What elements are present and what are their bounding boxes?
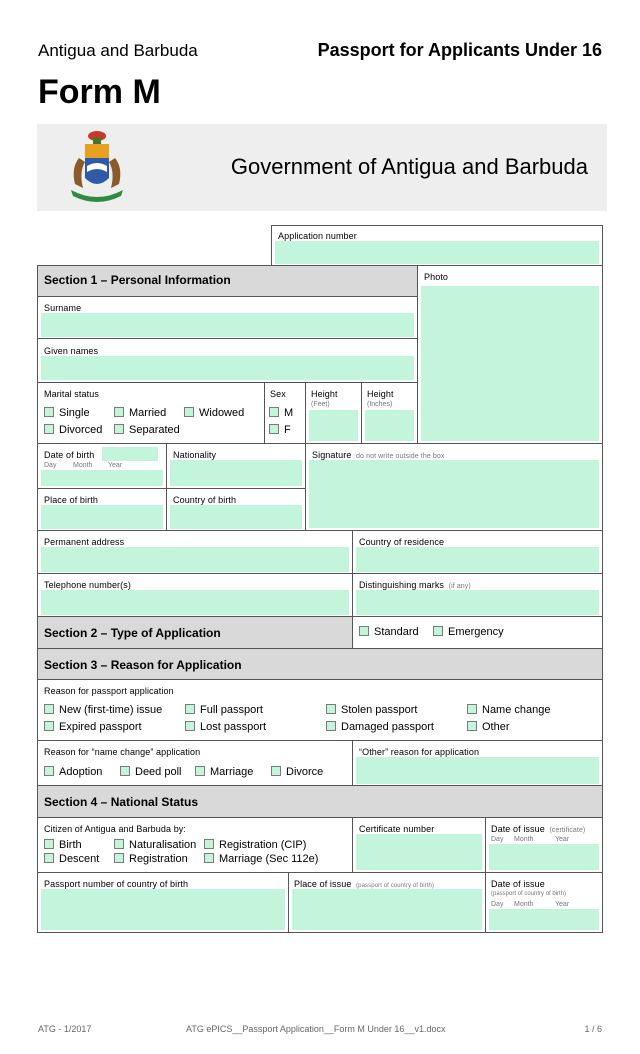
marital-married-checkbox[interactable]: Married bbox=[114, 407, 166, 419]
passport-month-hint: Month bbox=[514, 901, 534, 908]
height-feet-unit: (Feet) bbox=[311, 401, 330, 408]
dob-year-hint: Year bbox=[108, 462, 123, 469]
document-title: Passport for Applicants Under 16 bbox=[317, 40, 602, 60]
certificate-number-box bbox=[352, 817, 486, 873]
citizen-marriage-checkbox[interactable]: Marriage (Sec 112e) bbox=[204, 853, 318, 865]
government-title: Government of Antigua and Barbuda bbox=[230, 154, 588, 179]
form-name: Form M bbox=[38, 73, 161, 111]
date-of-birth-field[interactable] bbox=[41, 470, 163, 486]
distinguishing-marks-title: Distinguishing marks bbox=[359, 580, 445, 590]
country-of-birth-label: Country of birth bbox=[173, 495, 237, 505]
citizen-birth-checkbox[interactable]: Birth bbox=[44, 839, 82, 851]
name-change-marriage-checkbox[interactable]: Marriage bbox=[195, 766, 253, 778]
name-change-deedpoll-checkbox[interactable]: Deed poll bbox=[120, 766, 181, 778]
nationality-field[interactable] bbox=[170, 460, 302, 486]
sex-m-checkbox[interactable]: M bbox=[269, 407, 293, 419]
footer-center: ATG ePICS__Passport Application__Form M Under 16__v1.docx bbox=[186, 1024, 446, 1034]
sex-label: Sex bbox=[270, 389, 286, 399]
government-banner bbox=[37, 124, 607, 211]
place-of-birth-label: Place of birth bbox=[44, 495, 98, 505]
type-standard-checkbox[interactable]: Standard bbox=[359, 626, 419, 638]
signature-note: do not write outside the box bbox=[356, 453, 445, 460]
place-of-birth-field[interactable] bbox=[41, 505, 163, 529]
dob-day-hint: Day bbox=[44, 462, 57, 469]
marital-divorced-checkbox[interactable]: Divorced bbox=[44, 424, 102, 436]
permanent-address-field[interactable] bbox=[41, 547, 349, 572]
reason-other-checkbox[interactable]: Other bbox=[467, 721, 510, 733]
date-of-birth-box bbox=[37, 443, 167, 489]
certificate-day-hint: Day bbox=[491, 836, 504, 843]
name-change-box bbox=[37, 740, 353, 786]
signature-box bbox=[305, 443, 603, 531]
citizen-registration-checkbox[interactable]: Registration bbox=[114, 853, 188, 865]
country-of-residence-box bbox=[352, 530, 603, 574]
permanent-address-label: Permanent address bbox=[44, 537, 125, 547]
country-of-birth-box bbox=[166, 488, 306, 531]
place-of-issue-label bbox=[294, 879, 434, 889]
nationality-box bbox=[166, 443, 306, 489]
passport-number-field[interactable] bbox=[41, 889, 285, 930]
distinguishing-marks-note: (if any) bbox=[448, 583, 471, 590]
country-of-residence-field[interactable] bbox=[356, 547, 599, 572]
photo-field[interactable] bbox=[421, 286, 599, 441]
application-number-label: Application number bbox=[278, 231, 357, 241]
certificate-number-field[interactable] bbox=[356, 834, 482, 870]
other-reason-box bbox=[352, 740, 603, 786]
distinguishing-marks-field[interactable] bbox=[356, 590, 599, 615]
dob-month-hint: Month bbox=[73, 462, 93, 469]
section2-header bbox=[37, 616, 353, 649]
marital-status-label: Marital status bbox=[44, 389, 99, 399]
reason-stolen-checkbox[interactable]: Stolen passport bbox=[326, 704, 417, 716]
certificate-date-note: (certificate) bbox=[549, 827, 586, 834]
name-change-adoption-checkbox[interactable]: Adoption bbox=[44, 766, 102, 778]
passport-date-label: Date of issue bbox=[491, 879, 545, 889]
signature-title: Signature bbox=[312, 450, 352, 460]
application-number-field[interactable] bbox=[275, 241, 599, 264]
distinguishing-marks-label bbox=[359, 580, 471, 590]
passport-number-box bbox=[37, 872, 289, 933]
name-change-label: Reason for “name change” application bbox=[44, 747, 201, 757]
sex-box bbox=[264, 382, 306, 444]
passport-day-hint: Day bbox=[491, 901, 504, 908]
surname-box bbox=[37, 296, 418, 339]
citizen-label: Citizen of Antigua and Barbuda by: bbox=[44, 824, 186, 834]
date-of-birth-label: Date of birth bbox=[44, 450, 95, 460]
application-number-box bbox=[271, 225, 603, 266]
date-of-birth-label-field[interactable] bbox=[102, 447, 158, 461]
place-of-issue-field[interactable] bbox=[292, 889, 482, 930]
other-reason-label: “Other” reason for application bbox=[359, 747, 480, 757]
reason-damaged-checkbox[interactable]: Damaged passport bbox=[326, 721, 434, 733]
height-inches-unit: (Inches) bbox=[367, 401, 393, 408]
passport-date-field[interactable] bbox=[489, 909, 599, 930]
marital-single-checkbox[interactable]: Single bbox=[44, 407, 90, 419]
height-inches-box bbox=[361, 382, 418, 444]
section1-header bbox=[37, 265, 418, 297]
marital-widowed-checkbox[interactable]: Widowed bbox=[184, 407, 244, 419]
passport-year-hint: Year bbox=[555, 901, 570, 908]
section3-header bbox=[37, 648, 603, 680]
place-of-issue-box bbox=[288, 872, 486, 933]
reason-full-checkbox[interactable]: Full passport bbox=[185, 704, 263, 716]
reason-box bbox=[37, 679, 603, 741]
given-names-box bbox=[37, 338, 418, 383]
height-inches-label: Height bbox=[367, 389, 394, 399]
citizen-naturalisation-checkbox[interactable]: Naturalisation bbox=[114, 839, 196, 851]
citizen-descent-checkbox[interactable]: Descent bbox=[44, 853, 99, 865]
signature-label bbox=[312, 450, 444, 460]
given-names-label: Given names bbox=[44, 346, 99, 356]
place-of-issue-note: (passport of country of birth) bbox=[356, 883, 435, 889]
nationality-label: Nationality bbox=[173, 450, 217, 460]
citizen-registration-cip-checkbox[interactable]: Registration (CIP) bbox=[204, 839, 306, 851]
citizen-box bbox=[37, 817, 353, 873]
certificate-date-title: Date of issue bbox=[491, 824, 545, 834]
passport-date-note: (passport of country of birth) bbox=[491, 891, 567, 897]
country-of-residence-label: Country of residence bbox=[359, 537, 445, 547]
reason-expired-checkbox[interactable]: Expired passport bbox=[44, 721, 142, 733]
distinguishing-marks-box bbox=[352, 573, 603, 617]
height-inches-field[interactable] bbox=[365, 410, 414, 441]
photo-box bbox=[417, 265, 603, 444]
section2-title: Section 2 – Type of Application bbox=[44, 626, 221, 640]
section4-title: Section 4 – National Status bbox=[44, 795, 199, 809]
country-name: Antigua and Barbuda bbox=[38, 41, 198, 60]
certificate-date-box bbox=[485, 817, 603, 873]
signature-field[interactable] bbox=[309, 460, 599, 528]
marital-separated-checkbox[interactable]: Separated bbox=[114, 424, 180, 436]
telephone-label: Telephone number(s) bbox=[44, 580, 131, 590]
certificate-date-label bbox=[491, 824, 585, 834]
certificate-month-hint: Month bbox=[514, 836, 534, 843]
country-of-birth-field[interactable] bbox=[170, 505, 302, 529]
certificate-date-field[interactable] bbox=[489, 844, 599, 870]
place-of-issue-title: Place of issue bbox=[294, 879, 352, 889]
sex-f-checkbox[interactable]: F bbox=[269, 424, 291, 436]
section1-title: Section 1 – Personal Information bbox=[44, 273, 231, 287]
other-reason-field[interactable] bbox=[356, 757, 599, 784]
permanent-address-box bbox=[37, 530, 353, 574]
telephone-field[interactable] bbox=[41, 590, 349, 615]
given-names-field[interactable] bbox=[41, 356, 414, 380]
certificate-year-hint: Year bbox=[555, 836, 570, 843]
coat-of-arms-icon bbox=[57, 128, 137, 208]
photo-label: Photo bbox=[424, 272, 449, 282]
type-emergency-checkbox[interactable]: Emergency bbox=[433, 626, 504, 638]
height-feet-field[interactable] bbox=[309, 410, 358, 441]
marital-status-box bbox=[37, 382, 265, 444]
passport-number-label: Passport number of country of birth bbox=[44, 879, 189, 889]
surname-label: Surname bbox=[44, 303, 82, 313]
footer-left: ATG - 1/2017 bbox=[38, 1024, 92, 1034]
place-of-birth-box bbox=[37, 488, 167, 531]
name-change-divorce-checkbox[interactable]: Divorce bbox=[271, 766, 323, 778]
reason-new-checkbox[interactable]: New (first-time) issue bbox=[44, 704, 162, 716]
reason-label: Reason for passport application bbox=[44, 686, 174, 696]
footer-page: 1 / 6 bbox=[584, 1024, 602, 1034]
reason-name-change-checkbox[interactable]: Name change bbox=[467, 704, 551, 716]
height-feet-box bbox=[305, 382, 362, 444]
height-feet-label: Height bbox=[311, 389, 338, 399]
certificate-number-label: Certificate number bbox=[359, 824, 435, 834]
surname-field[interactable] bbox=[41, 313, 414, 337]
passport-date-box bbox=[485, 872, 603, 933]
section3-title: Section 3 – Reason for Application bbox=[44, 658, 242, 672]
section4-header bbox=[37, 785, 603, 818]
telephone-box bbox=[37, 573, 353, 617]
application-type-box bbox=[352, 616, 603, 649]
reason-lost-checkbox[interactable]: Lost passport bbox=[185, 721, 266, 733]
